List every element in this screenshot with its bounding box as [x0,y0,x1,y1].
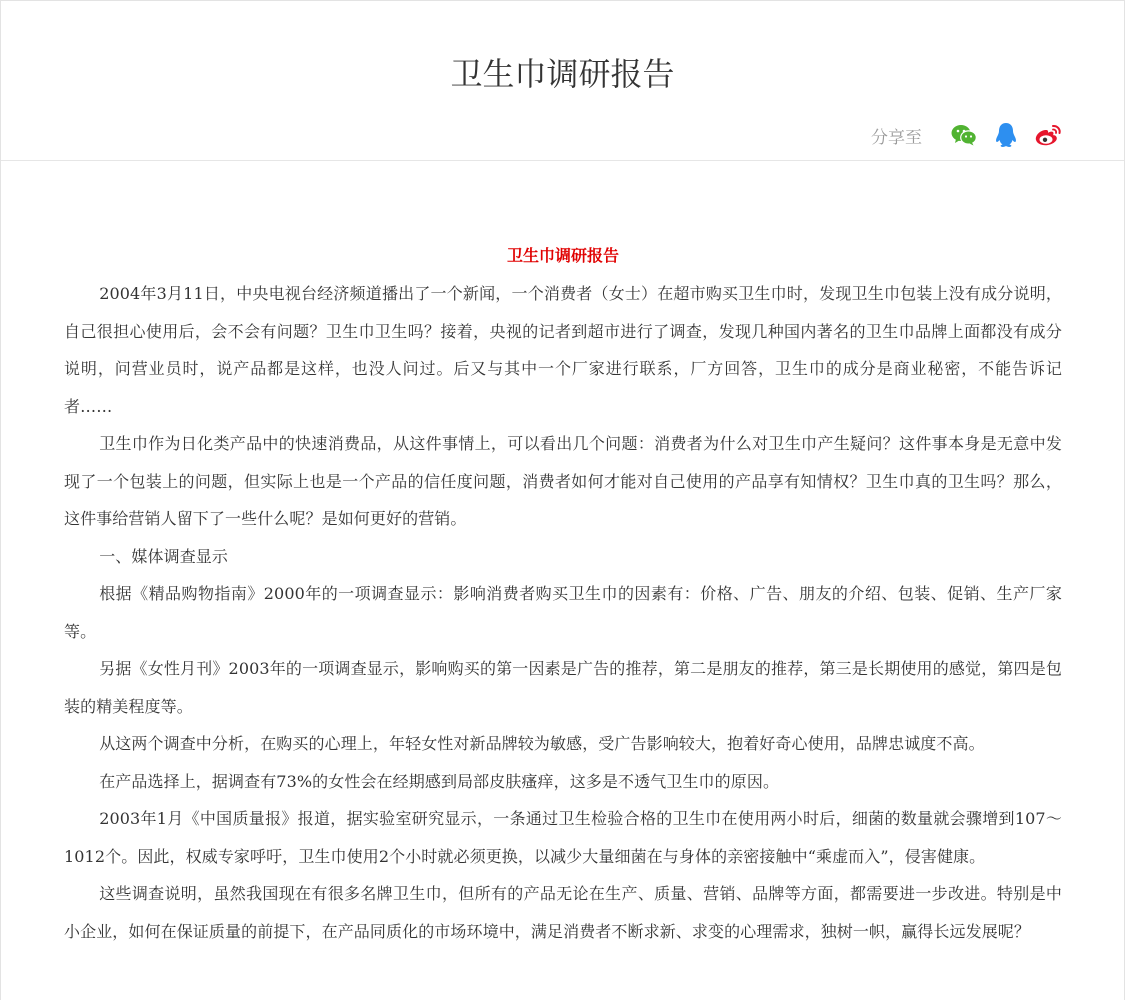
article-paragraph: 2004年3月11日，中央电视台经济频道播出了一个新闻，一个消费者（女士）在超市购买卫生巾时，发现卫生巾包装上没有成分说明，自己很担心使用后，会不会有问题？卫生巾卫生吗？接着，央视的记者到超市进行了调查，发现几种国内著名的卫生巾品牌上面都没有成分说明，问营业员时，说产品都是这样，也没人问过。后又与其中一个厂家进行联系，厂方回答，卫生巾的成分是商业秘密，不能告诉记者…… [64,284,1062,416]
qq-icon[interactable] [992,121,1020,149]
article-paragraph: 根据《精品购物指南》2000年的一项调查显示：影响消费者购买卫生巾的因素有：价格、广告、朋友的介绍、包装、促销、生产厂家等。 [64,584,1062,641]
page-title: 卫生巾调研报告 [450,55,675,93]
article-body [1,161,1124,950]
share-bar [871,121,1062,149]
article-paragraph: 在产品选择上，据调查有73%的女性会在经期感到局部皮肤瘙痒，这多是不透气卫生巾的原因。 [99,771,780,791]
weibo-icon[interactable] [1034,121,1062,149]
article-paragraph: 2003年1月《中国质量报》报道，据实验室研究显示，一条通过卫生检验合格的卫生巾在使用两小时后，细菌的数量就会骤增到107～1012个。因此，权威专家呼吁，卫生巾使用2个小时就必须更换，以减少大量细菌在与身体的亲密接触中“乘虚而入”，侵害健康。 [64,809,1062,866]
page-header [1,1,1124,161]
article-heading: 卫生巾调研报告 [506,246,619,265]
share-label: 分享至 [871,127,922,148]
article-paragraph: 卫生巾作为日化类产品中的快速消费品，从这件事情上，可以看出几个问题：消费者为什么对卫生巾产生疑问？这件事本身是无意中发现了一个包装上的问题，但实际上也是一个产品的信任度问题，消费者如何才能对自己使用的产品享有知情权？卫生巾真的卫生吗？那么，这件事给营销人留下了一些什么呢？是如何更好的营销。 [64,434,1062,528]
article-paragraph: 这些调查说明，虽然我国现在有很多名牌卫生巾，但所有的产品无论在生产、质量、营销、品牌等方面，都需要进一步改进。特别是中小企业，如何在保证质量的前提下，在产品同质化的市场环境中，满足消费者不断求新、求变的心理需求，独树一帜，赢得长远发展呢？ [64,884,1062,941]
article-paragraph: 另据《女性月刊》2003年的一项调查显示，影响购买的第一因素是广告的推荐，第二是朋友的推荐，第三是长期使用的感觉，第四是包装的精美程度等。 [64,659,1062,716]
section-heading: 一、媒体调查显示 [99,546,228,566]
article-paragraph: 从这两个调查中分析，在购买的心理上，年轻女性对新品牌较为敏感，受广告影响较大，抱着好奇心使用，品牌忠诚度不高。 [99,734,985,753]
wechat-icon[interactable] [950,121,978,149]
